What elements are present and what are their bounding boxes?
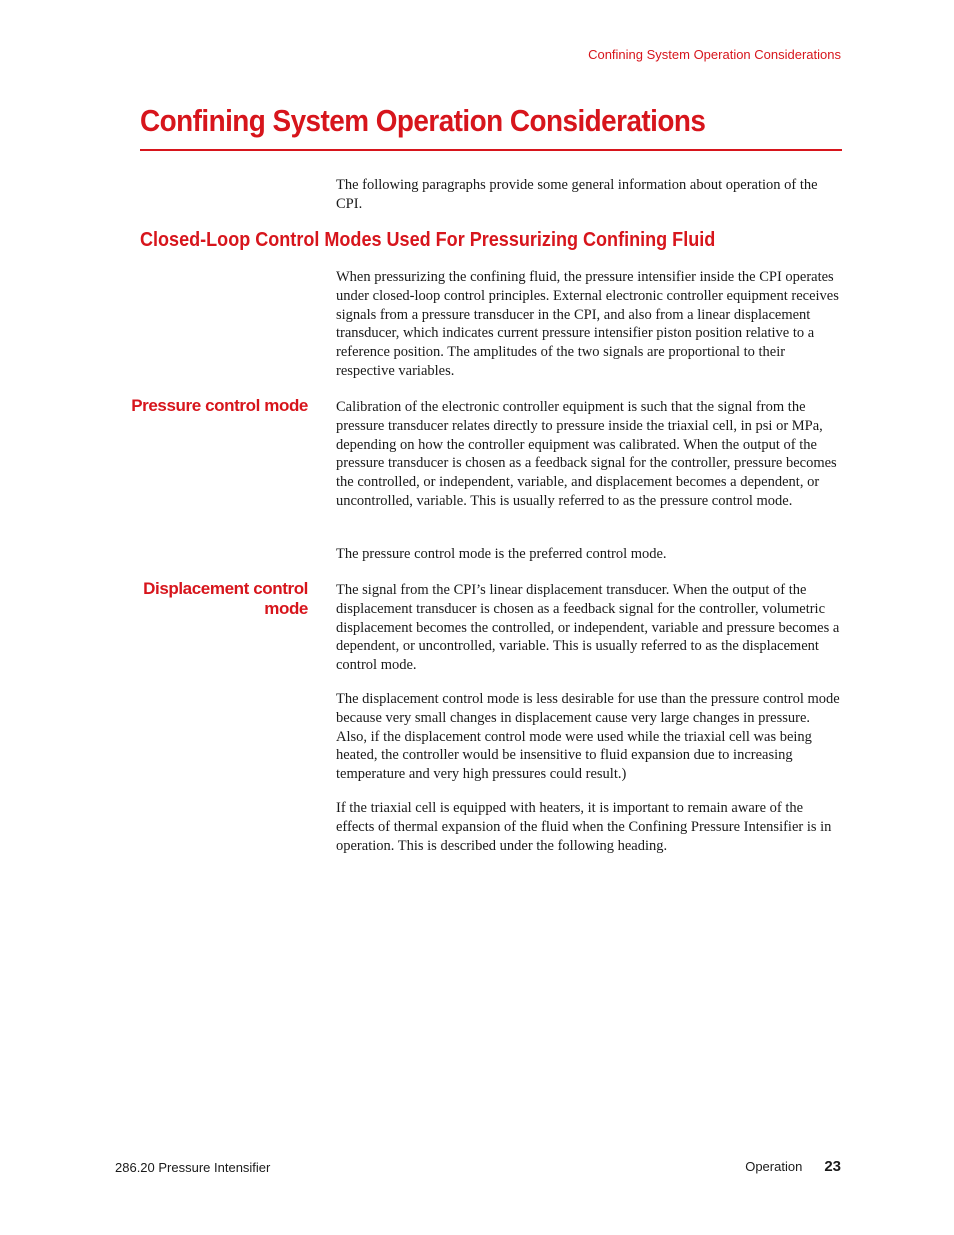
footer-right [745,1158,841,1175]
pressure-mode-heading: Pressure control mode [131,396,308,415]
displacement-mode-paragraph-2: The displacement control mode is less desirable for use than the pressure control mode because very small changes in displacement cause very large changes in pressure. Also, if the displacement control mode were used while the triaxial cell was being heated, the controller would be insensitive to fluid expansion due to increasing temperature and very high pressures could result.) [336,691,840,783]
displacement-mode-heading-line-1: Displacement control [143,579,308,598]
footer-document-title: 286.20 Pressure Intensifier [115,1160,271,1175]
displacement-mode-paragraph-3: If the triaxial cell is equipped with heaters, it is important to remain aware of the effects of thermal expansion of the fluid when the Confining Pressure Intensifier is in operation. This is described under the following heading. [336,800,832,854]
title-underline-rule [140,149,842,151]
displacement-mode-heading-line-2: mode [264,598,308,618]
page-title: Confining System Operation Considerations [140,103,706,138]
page-number: 23 [824,1158,841,1175]
displacement-mode-heading [118,579,308,618]
pressure-mode-paragraph-2: The pressure control mode is the preferred control mode. [336,546,667,562]
displacement-mode-paragraph-1: The signal from the CPI’s linear displacement transducer. When the output of the displacement transducer is chosen as a feedback signal for the controller, volumetric displacement becomes the controlled, or independent, variable and pressure becomes a dependent, or uncontrolled, variable. This is usually referred to as the displacement control mode. [336,582,840,674]
intro-paragraph: The following paragraphs provide some general information about operation of the CPI. [336,177,818,212]
footer-section-name: Operation [745,1159,803,1174]
running-header: Confining System Operation Considerations [588,47,841,62]
section-paragraph: When pressurizing the confining fluid, the pressure intensifier inside the CPI operates under closed-loop control principles. External electronic controller equipment receives signals from a pressure transducer in the CPI, and also from a linear displacement transducer, which indicates current pressure intensifier piston position relative to a reference position. The amplitudes of the two signals are proportional to their respective variables. [336,269,839,379]
pressure-mode-paragraph-1: Calibration of the electronic controller equipment is such that the signal from the pressure transducer relates directly to pressure inside the triaxial cell, in psi or MPa, depending on how the controller equipment was calibrated. When the output of the pressure transducer is chosen as a feedback signal for the controller, pressure becomes the controlled, or independent, variable, and displacement becomes a dependent, or uncontrolled, variable. This is usually referred to as the pressure control mode. [336,399,837,509]
section-heading: Closed-Loop Control Modes Used For Pressurizing Confining Fluid [140,228,716,251]
